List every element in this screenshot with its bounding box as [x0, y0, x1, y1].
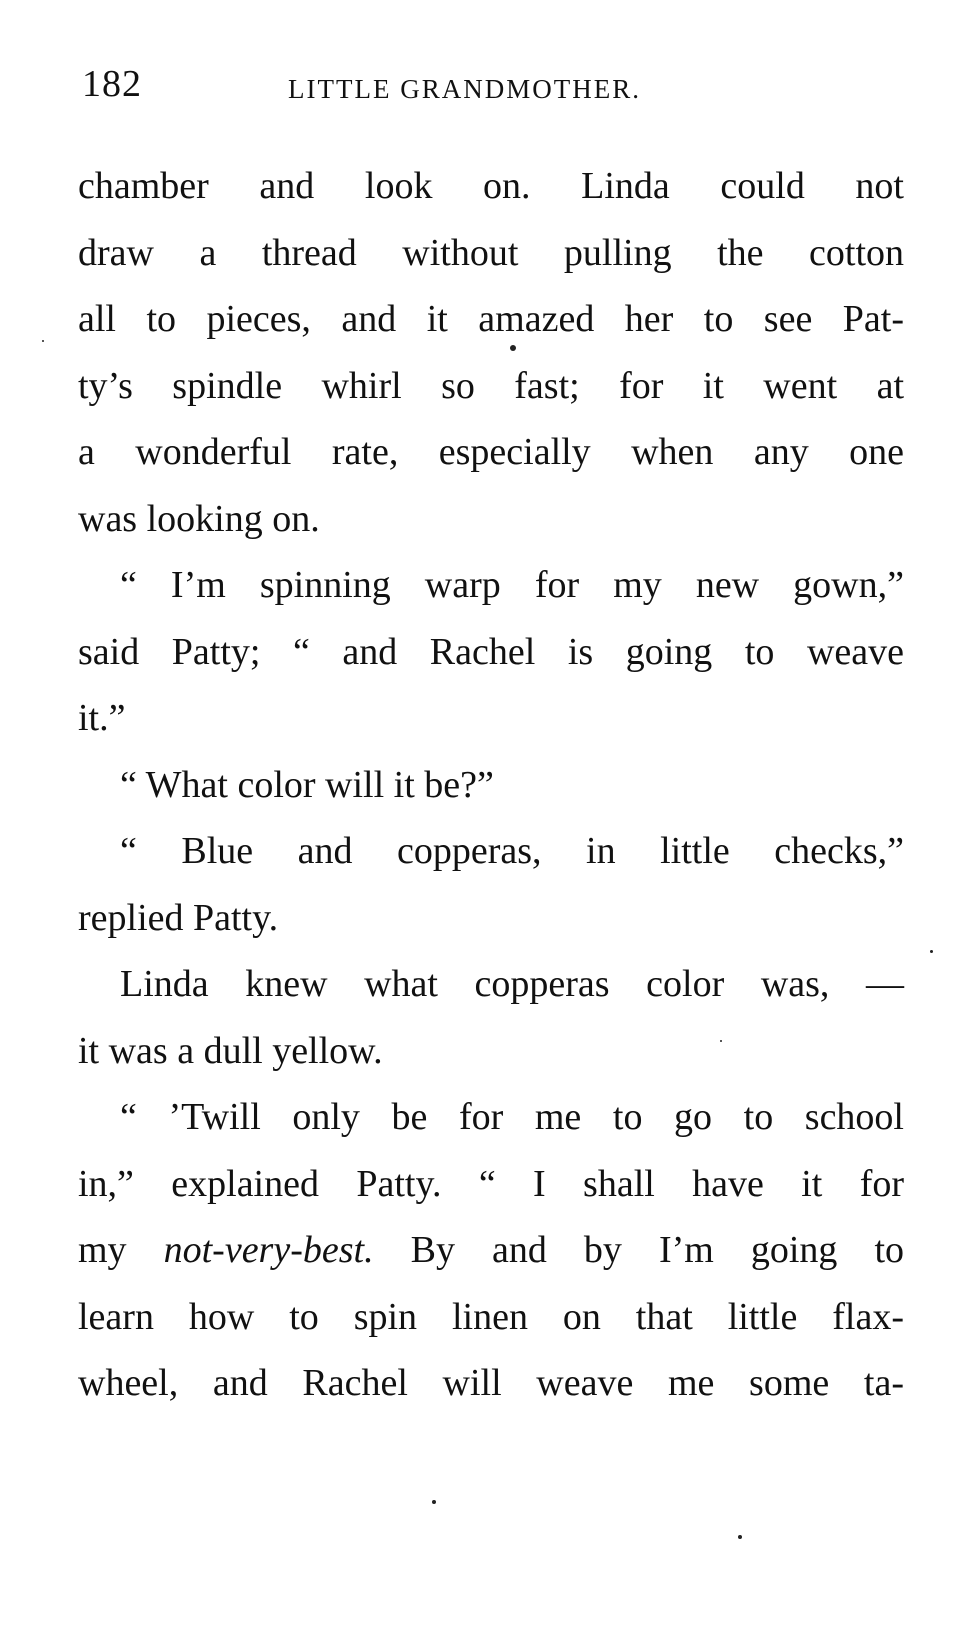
print-speck [930, 950, 933, 953]
text-line: it was a dull yellow. [78, 1029, 383, 1072]
italic-phrase: not-very-best. [163, 1229, 374, 1271]
text-line: learn how to spin linen on that little flax- [78, 1295, 904, 1338]
print-speck [510, 345, 516, 351]
body-text [78, 153, 904, 1417]
text-fragment: By and by I’m going to [373, 1229, 904, 1271]
page-number: 182 [82, 63, 142, 105]
running-title: LITTLE GRANDMOTHER. [288, 74, 641, 104]
text-line: Linda knew what copperas color was, — [120, 963, 904, 1005]
print-speck [42, 340, 44, 342]
text-line: draw a thread without pulling the cotton [78, 231, 904, 274]
text-line: chamber and look on. Linda could not [78, 165, 904, 207]
text-line: it.” [78, 697, 126, 739]
print-speck [432, 1500, 436, 1504]
running-head [82, 62, 922, 122]
text-line: ty’s spindle whirl so fast; for it went at [78, 364, 904, 407]
text-line: replied Patty. [78, 896, 279, 939]
text-line: wheel, and Rachel will weave me some ta- [78, 1362, 904, 1404]
text-line: “ I’m spinning warp for my new gown,” [120, 564, 904, 606]
text-line: “ What color will it be?” [120, 763, 494, 806]
print-speck [720, 1040, 722, 1042]
text-line-mixed [78, 1217, 904, 1284]
text-line: all to pieces, and it amazed her to see Pat- [78, 298, 904, 340]
text-line: “ Blue and copperas, in little checks,” [120, 830, 904, 872]
text-line: in,” explained Patty. “ I shall have it for [78, 1162, 904, 1205]
text-fragment: my [78, 1229, 164, 1271]
text-line: a wonderful rate, especially when any one [78, 431, 904, 473]
text-line: was looking on. [78, 497, 320, 540]
print-speck [738, 1535, 742, 1539]
text-line: “ ’Twill only be for me to go to school [120, 1096, 904, 1138]
text-line: said Patty; “ and Rachel is going to weave [78, 630, 904, 673]
